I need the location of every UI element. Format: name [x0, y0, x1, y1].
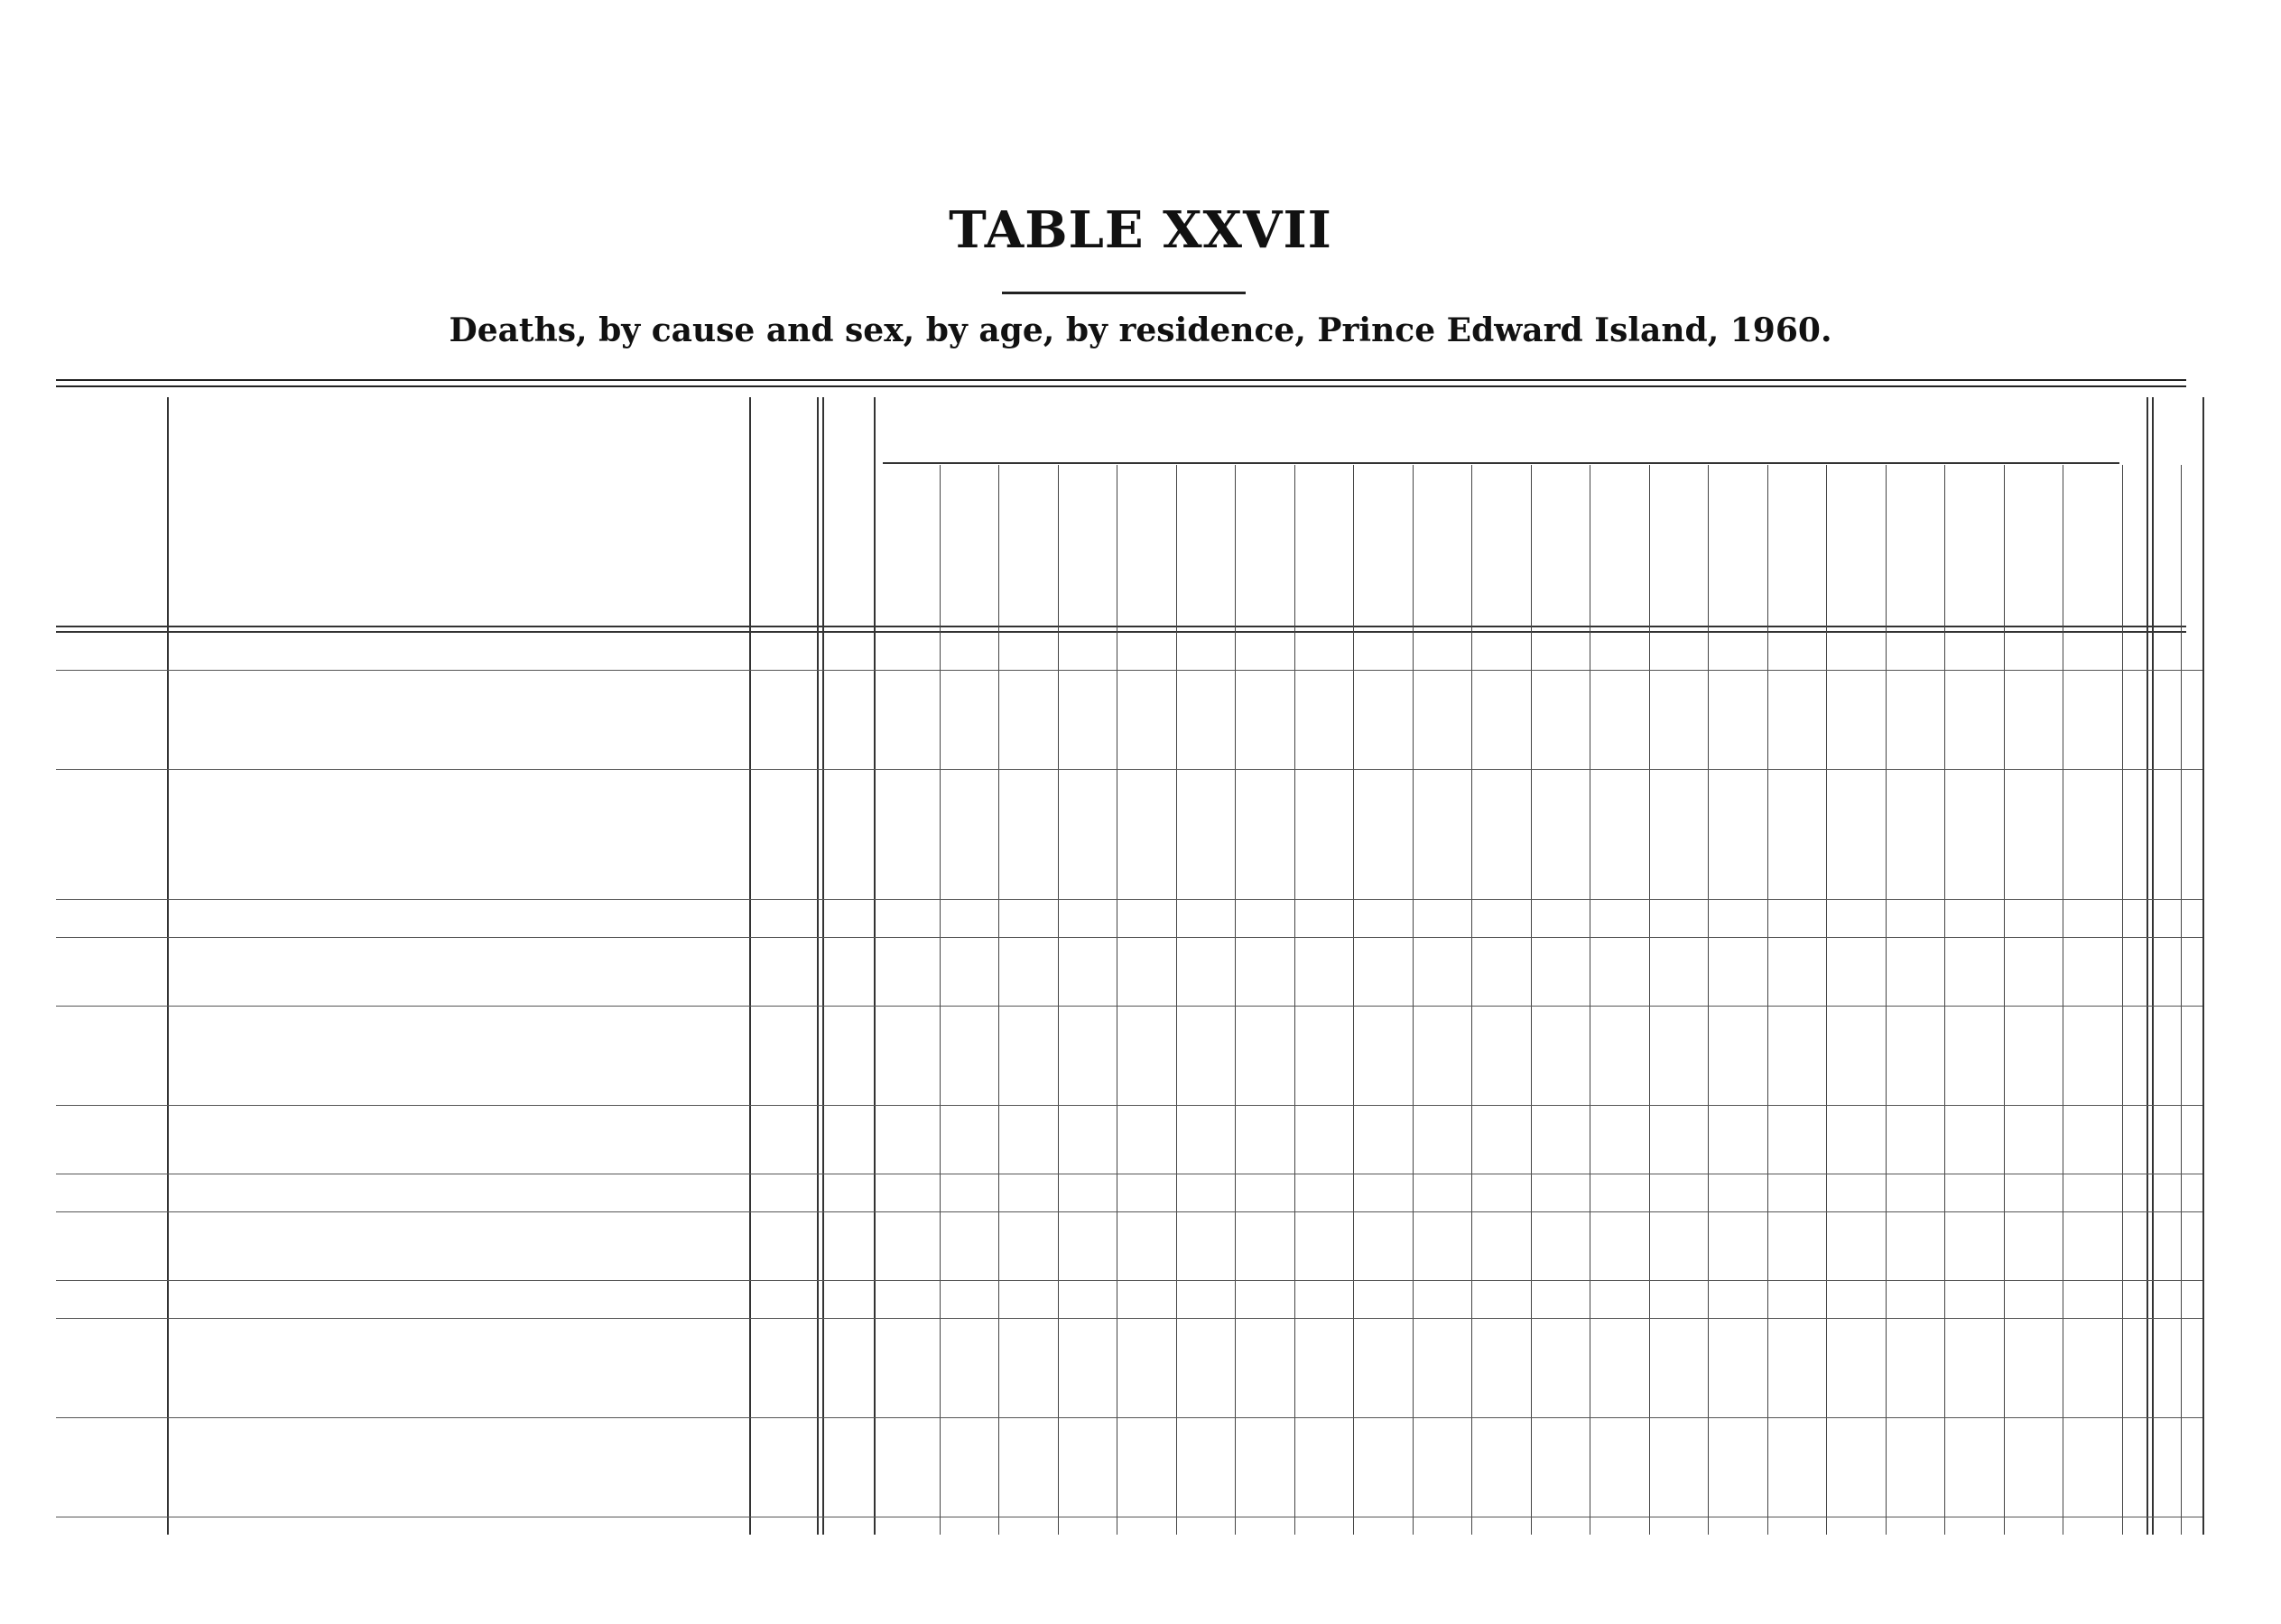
row-divider — [56, 1211, 2202, 1212]
row-divider — [56, 670, 2202, 671]
header-bottom-rule-2 — [56, 631, 2186, 633]
divider-age-col — [1826, 465, 1827, 1535]
divider-under-col — [874, 397, 876, 1535]
divider-age-col — [940, 465, 941, 1535]
divider-age-col — [2004, 465, 2005, 1535]
divider-age-col — [1294, 465, 1295, 1535]
divider-age-col — [1471, 465, 1472, 1535]
divider-age-col — [1531, 465, 1532, 1535]
divider-table-right — [2202, 397, 2204, 1535]
divider-age-col — [1886, 465, 1887, 1535]
table-title: TABLE XXVII — [949, 200, 1332, 260]
divider-age-col — [1649, 465, 1650, 1535]
title-underline — [1002, 292, 1246, 294]
row-divider — [56, 769, 2202, 770]
divider-total-col — [817, 397, 819, 1535]
divider-age-end-col — [2147, 397, 2148, 1535]
divider-total-col-2 — [822, 397, 824, 1535]
row-divider — [56, 899, 2202, 900]
divider-int-col — [167, 397, 169, 1535]
divider-age-col — [1176, 465, 1177, 1535]
table-subtitle: Deaths, by cause and sex, by age, by residence, Prince Edward Island, 1960. — [449, 311, 1832, 349]
divider-age-col — [2181, 465, 2182, 1535]
divider-age-col — [1767, 465, 1768, 1535]
divider-age-col — [1708, 465, 1709, 1535]
top-rule — [56, 379, 2186, 381]
divider-age-col — [1413, 465, 1414, 1535]
header-bottom-rule — [56, 626, 2186, 627]
top-rule-2 — [56, 385, 2186, 387]
divider-age-col — [1353, 465, 1354, 1535]
divider-cause-col — [749, 397, 751, 1535]
header-age-underline — [883, 462, 2119, 464]
row-divider — [56, 1318, 2202, 1319]
row-divider — [56, 1105, 2202, 1106]
row-divider — [56, 1006, 2202, 1007]
row-divider — [56, 1417, 2202, 1418]
divider-ns-col — [2152, 397, 2154, 1535]
row-divider — [56, 1280, 2202, 1281]
row-divider — [56, 937, 2202, 938]
divider-age-col — [1235, 465, 1236, 1535]
divider-age-col — [1058, 465, 1059, 1535]
divider-age-col — [998, 465, 999, 1535]
divider-age-col — [1944, 465, 1945, 1535]
divider-age-col — [2122, 465, 2123, 1535]
